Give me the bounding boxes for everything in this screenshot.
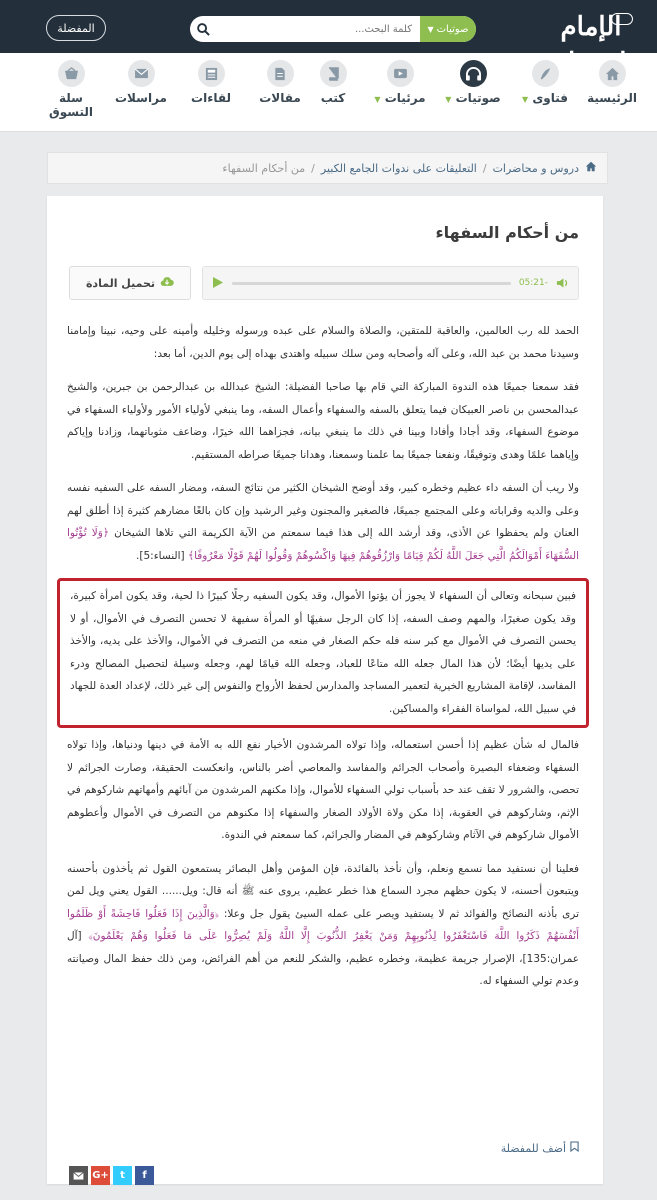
- site-logo[interactable]: [543, 9, 639, 45]
- add-favorite-label: أضف للمفضلة: [500, 1141, 566, 1155]
- chevron-down-icon: ▼: [445, 95, 452, 104]
- page-title: من أحكام السفهاء: [435, 223, 579, 242]
- volume-icon[interactable]: [556, 274, 569, 293]
- nav-item-videos[interactable]: [365, 60, 435, 107]
- nav-label: لقاءات: [191, 91, 231, 105]
- nav-label: [365, 91, 435, 107]
- nav-label-text: فتاوى: [532, 91, 569, 105]
- nav-item-home[interactable]: [581, 60, 643, 105]
- bookmark-icon: [570, 1141, 579, 1155]
- pen-icon: [532, 60, 559, 87]
- breadcrumb-link[interactable]: دروس و محاضرات: [492, 161, 579, 175]
- paragraph-text: فعلينا أن نستفيد مما نسمع ونعلم، وأن نأخذ بالفائدة، فإن المؤمن وأهل البصائر يستمعون القول ثم يأخذون بأحسنه ويتبعون أحسنه، لا يكون حظهم مجرد السماع هذا خطر عظيم، يروى عنه ﷺ أنه قال: ويل...... القول يعني ويل لمن ترى بأذنه النصائح والفوائد ثم لا يستفيد ويصر على عمله السيئ يقول جل وعلا:: [67, 862, 580, 920]
- nav-item-books[interactable]: [303, 60, 363, 105]
- breadcrumb-current: من أحكام السفهاء: [222, 161, 306, 175]
- search-icon[interactable]: [190, 16, 216, 42]
- headphones-icon: [460, 60, 487, 87]
- quran-verse: ﴿وَالَّذِينَ إِذَا فَعَلُوا فَاحِشَةً أَوْ ظَلَمُوا أَنْفُسَهُمْ ذَكَرُوا اللَّهَ فَاسْتَغْفَرُوا لِذُنُوبِهِمْ وَمَنْ يَغْفِرُ الذُّنُوبَ إِلَّا اللَّهُ وَلَمْ يُصِرُّوا عَلَى مَا فَعَلُوا وَهُمْ يَعْلَمُونَ﴾: [67, 907, 579, 942]
- paragraph: فالمال له شأن عظيم إذا أحسن استعماله، وإذا تولاه المرشدون الأخيار نفع الله به الأمة في دينها ودنياها، وإذا تولاه السفهاء وضعفاء البصيرة وأصحاب الجرائم والمفاسد والمعاصي أضر بالناس، وانعكست الحقيقة، وصارت الجرائم لا تحصى، والشرور لا تقف عند حد بأسباب تولي السفهاء للأموال، وإذا مكنهم المرشدون من آبائهم وأمهاتهم شاركوهم في الإثم، وشاركوهم في العقوبة، إذا مكن ولاة الأولاد الصغار والسفهاء إذا مكنوهم من التصرف في الأموال وأعطوهم الأموال شاركوهم في الآثام وشاركوهم في المضار والجرائم، كما سمعتم في الندوة.: [67, 739, 579, 841]
- nav-item-correspondence[interactable]: [111, 60, 171, 105]
- highlighted-paragraph: فبين سبحانه وتعالى أن السفهاء لا يجوز أن يؤتوا الأموال، وقد يكون السفيه رجلًا كبيرًا ذا لحية، وقد يكون امرأة كبيرة، وقد يكون صغيرًا، والمهم وصف السفه، إذا كان الرجل سفيهًا أو المرأة سفيهة لا تحسن التصرف في الأموال، أو لا يحسن التصرف في الأموال مع كبر سنه فله حكم الصغار في منعه من التصرف في الأموال، والأخذ على يديه، والأخذ على يديها أيضًا؛ لأن هذا المال جعله الله متاعًا للعباد، وجعله الله قيامًا لهم، وجعله وسيلة لتحصيل المصالح ودرء المفاسد، لإقامة المشاريع الخيرية لتعمير المساجد والمدارس لحفظ الأرواح والنفوس إلى غير ذلك، لإعداد العدة للجهاد في سبيل الله، لمواساة الفقراء والمساكين.: [57, 578, 589, 728]
- quran-verse-text: وَلَا تُؤْتُوا السُّفَهَاءَ أَمْوَالَكُمُ الَّتِي جَعَلَ اللَّهُ لَكُمْ قِيَامًا وَارْزُقُوهُمْ فِيهَا وَاكْسُوهُمْ وَقُولُوا لَهُمْ قَوْلًا مَعْرُوفًا: [67, 527, 579, 562]
- envelope-icon: [128, 60, 155, 87]
- share-facebook-icon[interactable]: f: [135, 1166, 154, 1185]
- paragraph-text: [آل عمران:135]، الإصرار جريمة عظيمة، وخطره عظيم، والشكر للنعم من أهم الفرائض، ومن ذلك حفظ المال وصيانته وعدم تولي السفهاء له.: [67, 930, 579, 987]
- nav-label: كتب: [320, 91, 346, 105]
- chevron-down-icon: ▼: [374, 95, 381, 104]
- home-icon: [599, 60, 626, 87]
- breadcrumb: [47, 152, 608, 184]
- audio-player: [202, 266, 579, 300]
- nav-item-articles[interactable]: [250, 60, 310, 105]
- search-category-select[interactable]: [420, 16, 476, 42]
- newspaper-icon: [198, 60, 225, 87]
- download-button[interactable]: [69, 266, 191, 300]
- favorites-button-label: المفضلة: [57, 21, 95, 35]
- nav-label: مراسلات: [115, 91, 167, 105]
- verse-reference: [النساء:5].: [136, 549, 185, 562]
- paragraph: [67, 858, 579, 993]
- article-body: [67, 320, 579, 1004]
- nav-label: الرئيسية: [587, 91, 637, 105]
- nav-item-audio[interactable]: [438, 60, 508, 107]
- breadcrumb-link[interactable]: التعليقات على ندوات الجامع الكبير: [320, 161, 477, 175]
- nav-label: [438, 91, 508, 107]
- search-input[interactable]: [216, 16, 420, 42]
- quran-verse: ﴿وَلَا تُؤْتُوا السُّفَهَاءَ أَمْوَالَكُمُ الَّتِي جَعَلَ اللَّهُ لَكُمْ قِيَامًا وَارْزُقُوهُمْ فِيهَا وَاكْسُوهُمْ وَقُولُوا لَهُمْ قَوْلًا مَعْرُوفًا﴾: [67, 527, 579, 562]
- book-icon: [320, 60, 347, 87]
- top-bar: [0, 0, 657, 53]
- favorites-button[interactable]: [46, 15, 106, 41]
- download-label: تحميل المادة: [85, 276, 156, 290]
- player-time: 05:21-: [518, 278, 548, 288]
- search-bar: [190, 16, 476, 42]
- nav-item-fatwas[interactable]: [511, 60, 579, 107]
- paragraph: فقد سمعنا جميعًا هذه الندوة المباركة التي قام بها صاحبا الفضيلة: الشيخ عبدالله بن عبدالرحمن بن جبرين، والشيخ عبدالمحسن بن ناصر العبيكان فيما يتعلق بالسفه والسفهاء وأعمال السفه، وما ينبغي لأولياء الأمور ولأولياء السفهاء في موضوع السفهاء، وقد أجادا وأفادا وبينا في ذلك ما ينبغي بيانه، فجزاهما الله خيرًا، وضاعف مثوباتهما، وزادنا وإياكم وإياهما علمًا وهدى وتوفيقًا، ونفعنا جميعًا بما علمنا وسمعنا، وهدانا جميعًا صراطه المستقيم.: [67, 381, 579, 461]
- breadcrumb-separator: /: [482, 161, 487, 175]
- paragraph-text: ولا ريب أن السفه داء عظيم وخطره كبير، وقد أوضح الشيخان الكثير من نتائج السفه، ومضار السفه على السفيه نفسه وعلى والديه وقراباته وعلى المجتمع جميعًا، فالصغير والمجنون وغير الرشيد وإن كان بالغًا مضارهم كثيرة إذا أطلق لهم العنان ولم يحفظوا عن الأذى، وقد أرشد الله إلى هذا فيما سمعتم من الآية الكريمة التي تلاها الشيخان: [67, 482, 579, 539]
- basket-icon: [58, 60, 85, 87]
- nav-item-basket[interactable]: [41, 60, 101, 119]
- video-icon: [387, 60, 414, 87]
- paragraph: الحمد لله رب العالمين، والعاقبة للمتقين، والصلاة والسلام على عبده ورسوله وخليله وأمينه على وحيه، نبينا وإمامنا وسيدنا محمد بن عبد الله، وعلى آله وأصحابه ومن سلك سبيله واهتدى بهداه إلى يوم الدين، أما بعد:: [67, 325, 579, 360]
- nav-label: [511, 91, 579, 107]
- share-buttons: [69, 1166, 154, 1185]
- add-favorite-link[interactable]: [501, 1141, 579, 1155]
- play-icon[interactable]: [212, 274, 224, 293]
- document-icon: [267, 60, 294, 87]
- nav-label: سلة التسوق: [49, 91, 93, 119]
- paragraph: [67, 477, 579, 567]
- nav-label: مقالات: [259, 91, 301, 105]
- player-progress-track[interactable]: [232, 282, 511, 285]
- share-email-icon[interactable]: [69, 1166, 88, 1185]
- chevron-down-icon: ▼: [521, 95, 529, 104]
- cloud-download-icon: [160, 276, 174, 290]
- quran-verse-text: وَالَّذِينَ إِذَا فَعَلُوا فَاحِشَةً أَوْ ظَلَمُوا أَنْفُسَهُمْ ذَكَرُوا اللَّهَ فَاسْتَغْفَرُوا لِذُنُوبِهِمْ وَمَنْ يَغْفِرُ الذُّنُوبَ إِلَّا اللَّهُ وَلَمْ يُصِرُّوا عَلَى مَا فَعَلُوا وَهُمْ يَعْلَمُونَ: [67, 907, 579, 942]
- main-nav: [0, 53, 657, 132]
- logo-text: الإمام: [560, 12, 622, 42]
- search-category-label: صوتيات: [436, 23, 469, 35]
- nav-item-interviews[interactable]: [181, 60, 241, 105]
- share-twitter-icon[interactable]: t: [113, 1166, 132, 1185]
- nav-label-text: مرئيات: [384, 91, 426, 105]
- chevron-down-icon: ▼: [427, 24, 434, 34]
- content-card: [47, 196, 603, 1184]
- breadcrumb-separator: /: [311, 161, 315, 175]
- home-icon[interactable]: [585, 161, 597, 175]
- logo-seal-icon: [611, 13, 633, 25]
- nav-label-text: صوتيات: [455, 91, 501, 105]
- share-googleplus-icon[interactable]: G+: [91, 1166, 110, 1185]
